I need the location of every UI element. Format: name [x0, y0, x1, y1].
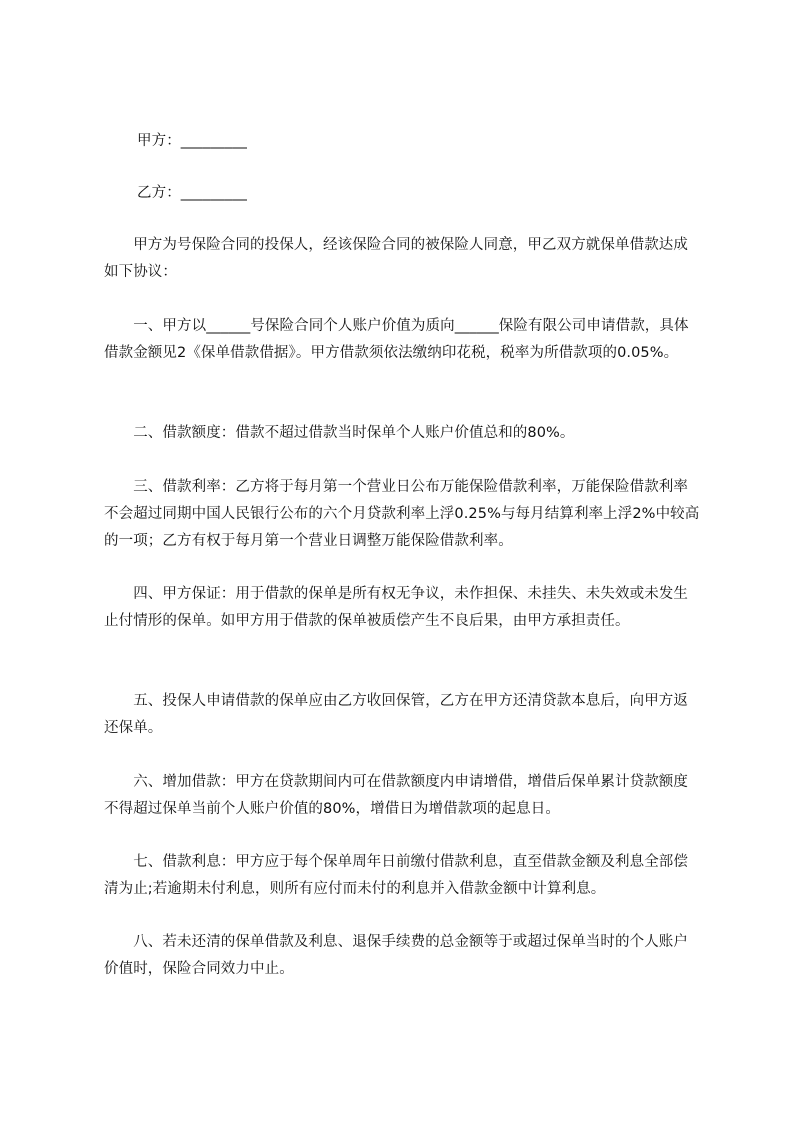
clause-2-loan-limit: 二、借款额度：借款不超过借款当时保单个人账户价值总和的80%。	[104, 425, 575, 441]
clause-1-loan-application: 一、甲方以______号保险合同个人账户价值为质向______保险有限公司申请借款，具体借款金额见2《保单借款借据》。甲方借款须依法缴纳印花税，税率为所借款项的0.05%。	[104, 318, 689, 361]
clause-3-loan-interest-rate: 三、借款利率：乙方将于每月第一个营业日公布万能保险借款利率，万能保险借款利率不会超过同期中国人民银行公布的六个月贷款利率上浮0.25%与每月结算利率上浮2%中较高的一项；乙方有权于每月第一个营业日调整万能保险借款利率。	[104, 479, 700, 549]
party-b-line: 乙方：_________	[137, 185, 247, 201]
clause-6-additional-loan: 六、增加借款：甲方在贷款期间内可在借款额度内申请增借，增借后保单累计贷款额度不得超过保单当前个人账户价值的80%，增借日为增借款项的起息日。	[104, 774, 688, 817]
party-a-line: 甲方：_________	[137, 133, 247, 149]
clause-5-policy-custody: 五、投保人申请借款的保单应由乙方收回保管，乙方在甲方还清贷款本息后，向甲方返还保单。	[104, 693, 688, 736]
clause-7-loan-interest: 七、借款利息：甲方应于每个保单周年日前缴付借款利息，直至借款金额及利息全部偿清为止;若逾期未付利息，则所有应付而未付的利息并入借款金额中计算利息。	[104, 854, 688, 897]
clause-8-contract-suspension: 八、若未还清的保单借款及利息、退保手续费的总金额等于或超过保单当时的个人账户价值时，保险合同效力中止。	[104, 934, 688, 977]
agreement-intro: 甲方为号保险合同的投保人，经该保险合同的被保险人同意，甲乙双方就保单借款达成如下协议：	[104, 237, 688, 280]
clause-4-party-a-guarantee: 四、甲方保证：用于借款的保单是所有权无争议，未作担保、未挂失、未失效或未发生止付情形的保单。如甲方用于借款的保单被质偿产生不良后果，由甲方承担责任。	[104, 586, 688, 629]
